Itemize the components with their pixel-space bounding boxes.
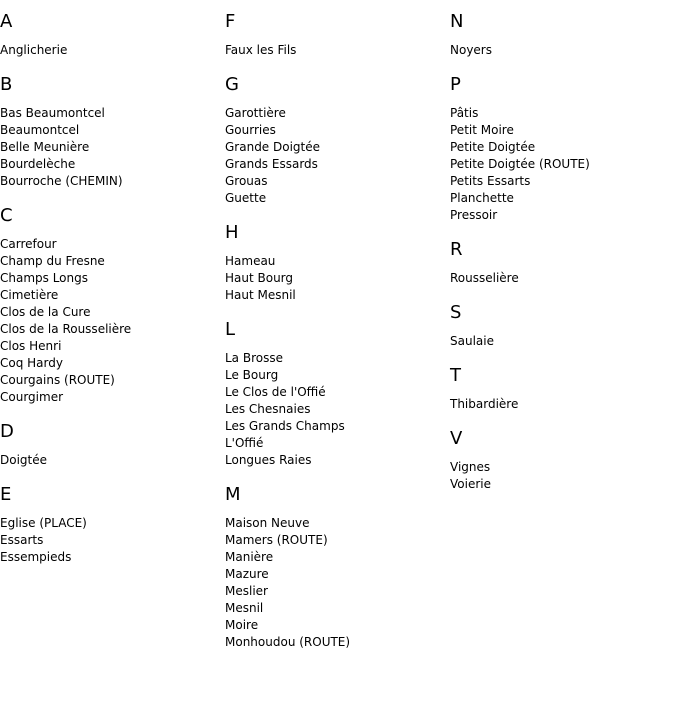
letter-group <box>0 205 220 406</box>
street-link[interactable]: Grande Doigtée <box>225 140 321 154</box>
street-link[interactable]: Garottière <box>225 106 286 120</box>
street-link[interactable]: Vignes <box>450 460 491 474</box>
street-list <box>0 236 220 406</box>
letter-heading: A <box>0 11 13 32</box>
street-list <box>225 350 445 469</box>
letter-heading: S <box>450 302 462 323</box>
street-list <box>225 105 445 207</box>
street-link[interactable]: Bourdelèche <box>0 157 76 171</box>
street-link[interactable]: Essarts <box>0 533 44 547</box>
street-list <box>450 396 670 413</box>
street-list <box>0 515 220 566</box>
letter-group <box>450 302 670 350</box>
street-list <box>450 270 670 287</box>
letter-heading: M <box>225 484 241 505</box>
letter-group <box>225 484 445 651</box>
street-link[interactable]: Gourries <box>225 123 276 137</box>
letter-heading: B <box>0 74 13 95</box>
letter-group <box>225 319 445 469</box>
street-link[interactable]: La Brosse <box>225 351 283 365</box>
street-list <box>225 515 445 651</box>
street-link[interactable]: Grands Essards <box>225 157 318 171</box>
street-link[interactable]: Haut Mesnil <box>225 288 296 302</box>
letter-heading: C <box>0 205 13 226</box>
street-link[interactable]: Longues Raies <box>225 453 312 467</box>
letter-heading: T <box>450 365 461 386</box>
street-link[interactable]: Hameau <box>225 254 276 268</box>
letter-heading: E <box>0 484 12 505</box>
street-list <box>450 42 670 59</box>
letter-heading: G <box>225 74 239 95</box>
street-list <box>0 452 220 469</box>
letter-group <box>450 428 670 493</box>
letter-heading: N <box>450 11 464 32</box>
street-link[interactable]: Voierie <box>450 477 491 491</box>
letter-heading: H <box>225 222 239 243</box>
index-column-3 <box>450 0 670 508</box>
street-link[interactable]: Les Chesnaies <box>225 402 311 416</box>
street-link[interactable]: Moire <box>225 618 259 632</box>
letter-heading: D <box>0 421 14 442</box>
letter-group <box>450 74 670 224</box>
street-link[interactable]: Clos de la Rousselière <box>0 322 132 336</box>
street-link[interactable]: Meslier <box>225 584 268 598</box>
street-link[interactable]: Grouas <box>225 174 268 188</box>
street-link[interactable]: Maison Neuve <box>225 516 310 530</box>
letter-heading: R <box>450 239 463 260</box>
street-link[interactable]: Bourroche (CHEMIN) <box>0 174 123 188</box>
street-link[interactable]: Mamers (ROUTE) <box>225 533 328 547</box>
letter-group <box>225 74 445 207</box>
street-list <box>0 42 220 59</box>
street-link[interactable]: Mesnil <box>225 601 264 615</box>
street-link[interactable]: Beaumontcel <box>0 123 80 137</box>
street-link[interactable]: Rousselière <box>450 271 519 285</box>
street-link[interactable]: Haut Bourg <box>225 271 294 285</box>
street-link[interactable]: Clos Henri <box>0 339 62 353</box>
street-link[interactable]: Petite Doigtée (ROUTE) <box>450 157 590 171</box>
street-link[interactable]: Pressoir <box>450 208 498 222</box>
letter-heading: F <box>225 11 236 32</box>
street-list <box>225 42 445 59</box>
street-list <box>450 105 670 224</box>
street-link[interactable]: Coq Hardy <box>0 356 63 370</box>
letter-group <box>225 222 445 304</box>
street-link[interactable]: Manière <box>225 550 274 564</box>
street-link[interactable]: Pâtis <box>450 106 479 120</box>
letter-heading: V <box>450 428 463 449</box>
letter-group <box>0 421 220 469</box>
street-link[interactable]: Courgains (ROUTE) <box>0 373 115 387</box>
street-link[interactable]: Noyers <box>450 43 492 57</box>
street-link[interactable]: Planchette <box>450 191 514 205</box>
letter-group <box>0 11 220 59</box>
street-link[interactable]: Carrefour <box>0 237 57 251</box>
street-link[interactable]: Clos de la Cure <box>0 305 91 319</box>
street-link[interactable]: Monhoudou (ROUTE) <box>225 635 351 649</box>
street-link[interactable]: Cimetière <box>0 288 59 302</box>
street-link[interactable]: Faux les Fils <box>225 43 297 57</box>
letter-group <box>0 74 220 190</box>
street-list <box>450 459 670 493</box>
index-column-1 <box>0 0 220 581</box>
letter-group <box>225 11 445 59</box>
street-link[interactable]: Petits Essarts <box>450 174 531 188</box>
street-link[interactable]: Guette <box>225 191 267 205</box>
street-link[interactable]: Belle Meunière <box>0 140 90 154</box>
street-link[interactable]: Eglise (PLACE) <box>0 516 87 530</box>
street-link[interactable]: Mazure <box>225 567 269 581</box>
letter-heading: L <box>225 319 236 340</box>
street-link[interactable]: Petite Doigtée <box>450 140 536 154</box>
street-link[interactable]: Doigtée <box>0 453 48 467</box>
letter-group <box>0 484 220 566</box>
street-link[interactable]: Champ du Fresne <box>0 254 105 268</box>
letter-group <box>450 239 670 287</box>
street-link[interactable]: Essempieds <box>0 550 72 564</box>
street-list <box>450 333 670 350</box>
letter-group <box>450 11 670 59</box>
index-column-2 <box>225 0 445 666</box>
street-link[interactable]: L'Offié <box>225 436 264 450</box>
street-link[interactable]: Petit Moire <box>450 123 514 137</box>
street-link[interactable]: Le Bourg <box>225 368 279 382</box>
street-link[interactable]: Bas Beaumontcel <box>0 106 105 120</box>
street-link[interactable]: Le Clos de l'Offié <box>225 385 326 399</box>
street-list <box>0 105 220 190</box>
street-link[interactable]: Thibardière <box>450 397 519 411</box>
street-link[interactable]: Les Grands Champs <box>225 419 345 433</box>
street-link[interactable]: Champs Longs <box>0 271 89 285</box>
street-list <box>225 253 445 304</box>
letter-group <box>450 365 670 413</box>
letter-heading: P <box>450 74 461 95</box>
street-link[interactable]: Saulaie <box>450 334 494 348</box>
street-link[interactable]: Anglicherie <box>0 43 68 57</box>
street-link[interactable]: Courgimer <box>0 390 64 404</box>
